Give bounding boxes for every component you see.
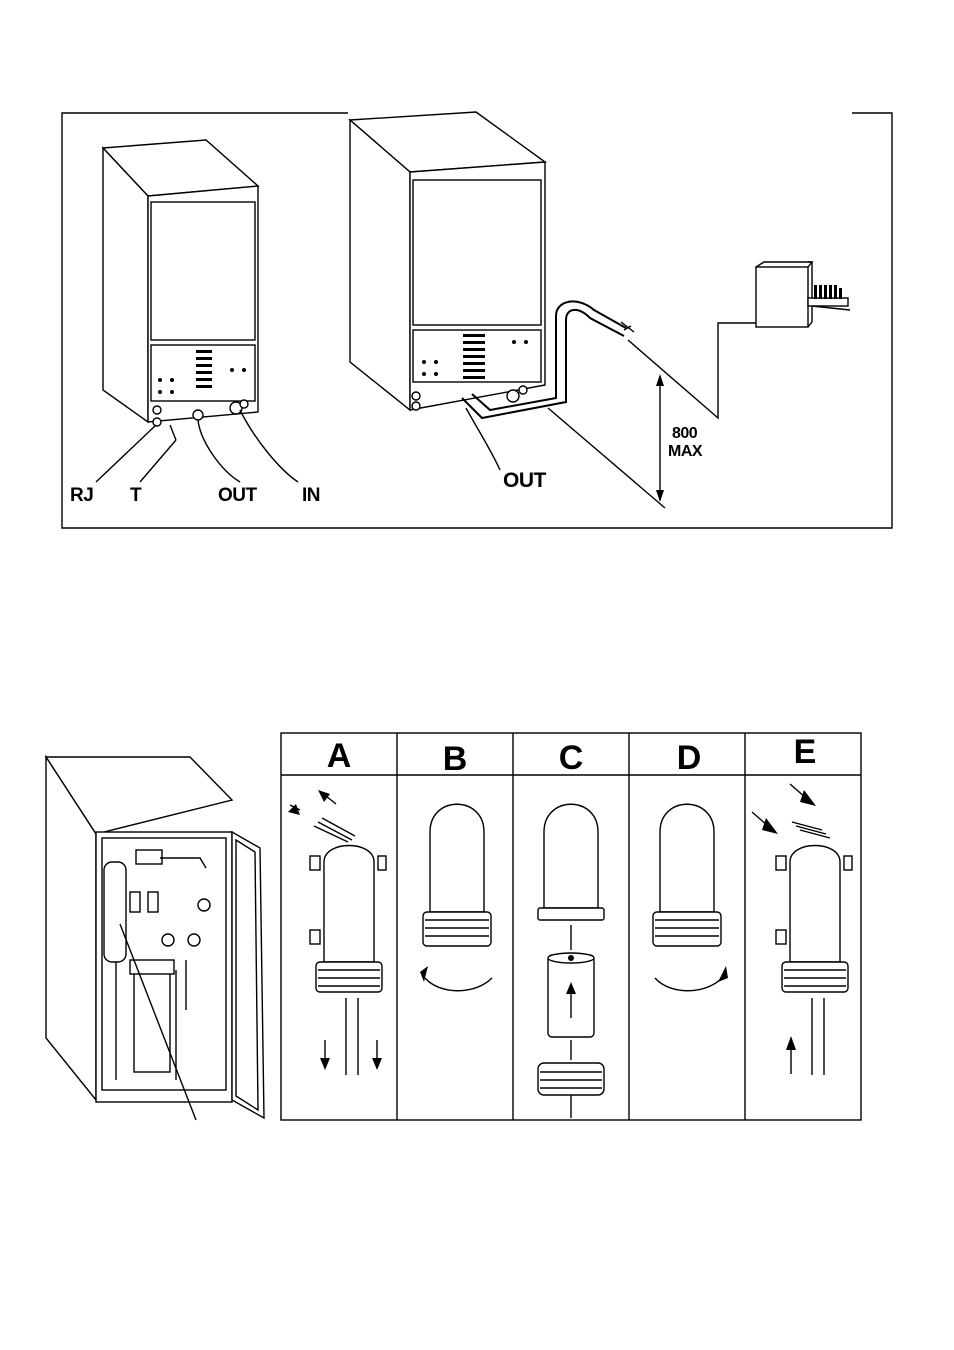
step-label-b: B [442, 740, 468, 778]
cabinet-installed-view [350, 112, 545, 410]
step-c-illustration [538, 804, 604, 1118]
filter-replacement-diagram [0, 720, 954, 1140]
label-in: IN [302, 485, 320, 506]
label-leader-lines [96, 410, 298, 482]
step-label-a: A [326, 737, 352, 775]
installation-diagram [0, 0, 954, 560]
step-label-d: D [676, 739, 702, 777]
label-height-value: 800 [672, 425, 698, 442]
cabinet-rear-view [103, 140, 258, 440]
step-label-c: C [558, 739, 584, 777]
step-a-illustration [288, 790, 386, 1075]
cabinet-open-view [46, 757, 264, 1120]
label-rj: RJ [70, 485, 94, 506]
step-d-illustration [653, 804, 728, 991]
height-dimension [656, 374, 664, 502]
label-out-left: OUT [218, 485, 257, 506]
drain-slope-line [548, 323, 760, 508]
label-height-unit: MAX [668, 443, 703, 460]
step-b-illustration [420, 804, 492, 991]
dishwasher-icon [756, 262, 850, 327]
step-e-illustration [752, 784, 852, 1075]
step-label-e: E [793, 733, 817, 771]
label-t: T [130, 485, 142, 506]
label-out-right: OUT [503, 469, 546, 492]
